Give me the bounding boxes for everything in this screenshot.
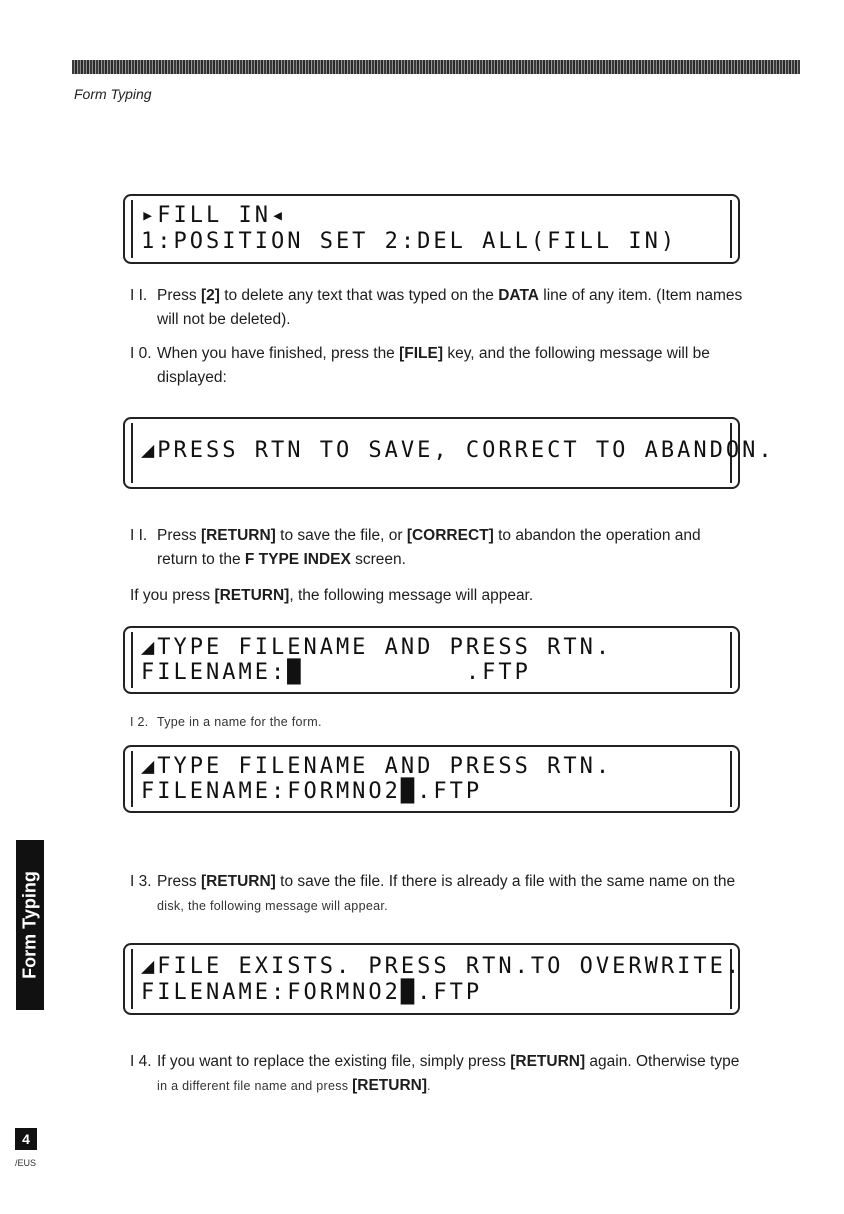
lcd-display-filename-entered	[123, 745, 740, 813]
key-label: [RETURN]	[214, 587, 290, 604]
text: Type in a name for the form.	[157, 715, 322, 729]
lcd-display-fill-in	[123, 194, 740, 264]
text: to delete any text that was typed on the	[219, 287, 499, 304]
key-label: [RETURN]	[352, 1077, 428, 1094]
footer-code: /EUS	[15, 1158, 37, 1168]
text: to save the file. If there is already a file with the same name on the	[275, 873, 736, 890]
text: screen.	[350, 551, 406, 568]
text: again. Otherwise type	[585, 1053, 740, 1070]
text: If you press	[130, 587, 215, 604]
lcd-display-save-prompt	[123, 417, 775, 489]
text: disk, the following message will appear.	[157, 899, 388, 913]
key-label: [RETURN]	[510, 1053, 586, 1070]
lcd-line-1: ◢PRESS RTN TO SAVE, CORRECT TO ABANDON.	[141, 438, 775, 463]
text: in a different file name and press	[157, 1079, 353, 1093]
step-number: I 3.	[130, 873, 152, 890]
step-paragraph	[130, 870, 744, 918]
text: .	[427, 1079, 431, 1093]
step-number: I 4.	[130, 1053, 152, 1070]
key-label: [2]	[200, 287, 220, 304]
step-paragraph	[130, 710, 744, 734]
side-tab-label: Form Typing	[19, 871, 40, 979]
lcd-line-1: ◢TYPE FILENAME AND PRESS RTN.	[141, 754, 613, 779]
lcd-display-filename-prompt	[123, 626, 740, 694]
step-number: I I.	[130, 287, 148, 304]
section-side-tab	[16, 840, 44, 1010]
header-bar	[72, 60, 800, 74]
key-label: [FILE]	[399, 345, 444, 362]
key-label: [CORRECT]	[406, 527, 494, 544]
text: to abandon the operation and return to the	[157, 527, 701, 568]
text: Press	[157, 287, 201, 304]
page-number: 4	[15, 1128, 37, 1150]
key-label: [RETURN]	[200, 527, 276, 544]
text: If you want to replace the existing file, simply press	[157, 1053, 511, 1070]
text: Press	[157, 873, 201, 890]
text: line of any item. (Item names will not be deleted).	[157, 287, 743, 328]
lcd-line-2: FILENAME:FORMNO2█.FTP	[141, 779, 483, 804]
step-number: I 2.	[130, 715, 149, 729]
key-label: [RETURN]	[200, 873, 276, 890]
lcd-line-1: ◢TYPE FILENAME AND PRESS RTN.	[141, 635, 613, 660]
lcd-line-1: ◢FILE EXISTS. PRESS RTN.TO OVERWRITE.	[141, 954, 743, 979]
bold-term: F TYPE INDEX	[244, 551, 351, 568]
step-paragraph	[130, 342, 744, 390]
step-number: I 0.	[130, 345, 152, 362]
lcd-line-2: 1:POSITION SET 2:DEL ALL(FILL IN)	[141, 229, 678, 254]
step-paragraph	[130, 1050, 744, 1098]
step-paragraph	[130, 524, 744, 572]
text: to save the file, or	[275, 527, 407, 544]
step-number: I I.	[130, 527, 148, 544]
lcd-line-1: ▸FILL IN◂	[141, 203, 288, 228]
lcd-line-2: FILENAME:FORMNO2█.FTP	[141, 980, 483, 1005]
text: Press	[157, 527, 201, 544]
text: , the following message will appear.	[289, 587, 534, 604]
lcd-line-2: FILENAME:█ .FTP	[141, 660, 531, 685]
text: key, and the following message will be displayed:	[157, 345, 710, 386]
paragraph	[130, 584, 744, 608]
text: When you have finished, press the	[157, 345, 400, 362]
section-label: Form Typing	[74, 86, 152, 102]
lcd-display-file-exists	[123, 943, 743, 1015]
bold-term: DATA	[498, 287, 539, 304]
step-paragraph	[130, 284, 744, 332]
